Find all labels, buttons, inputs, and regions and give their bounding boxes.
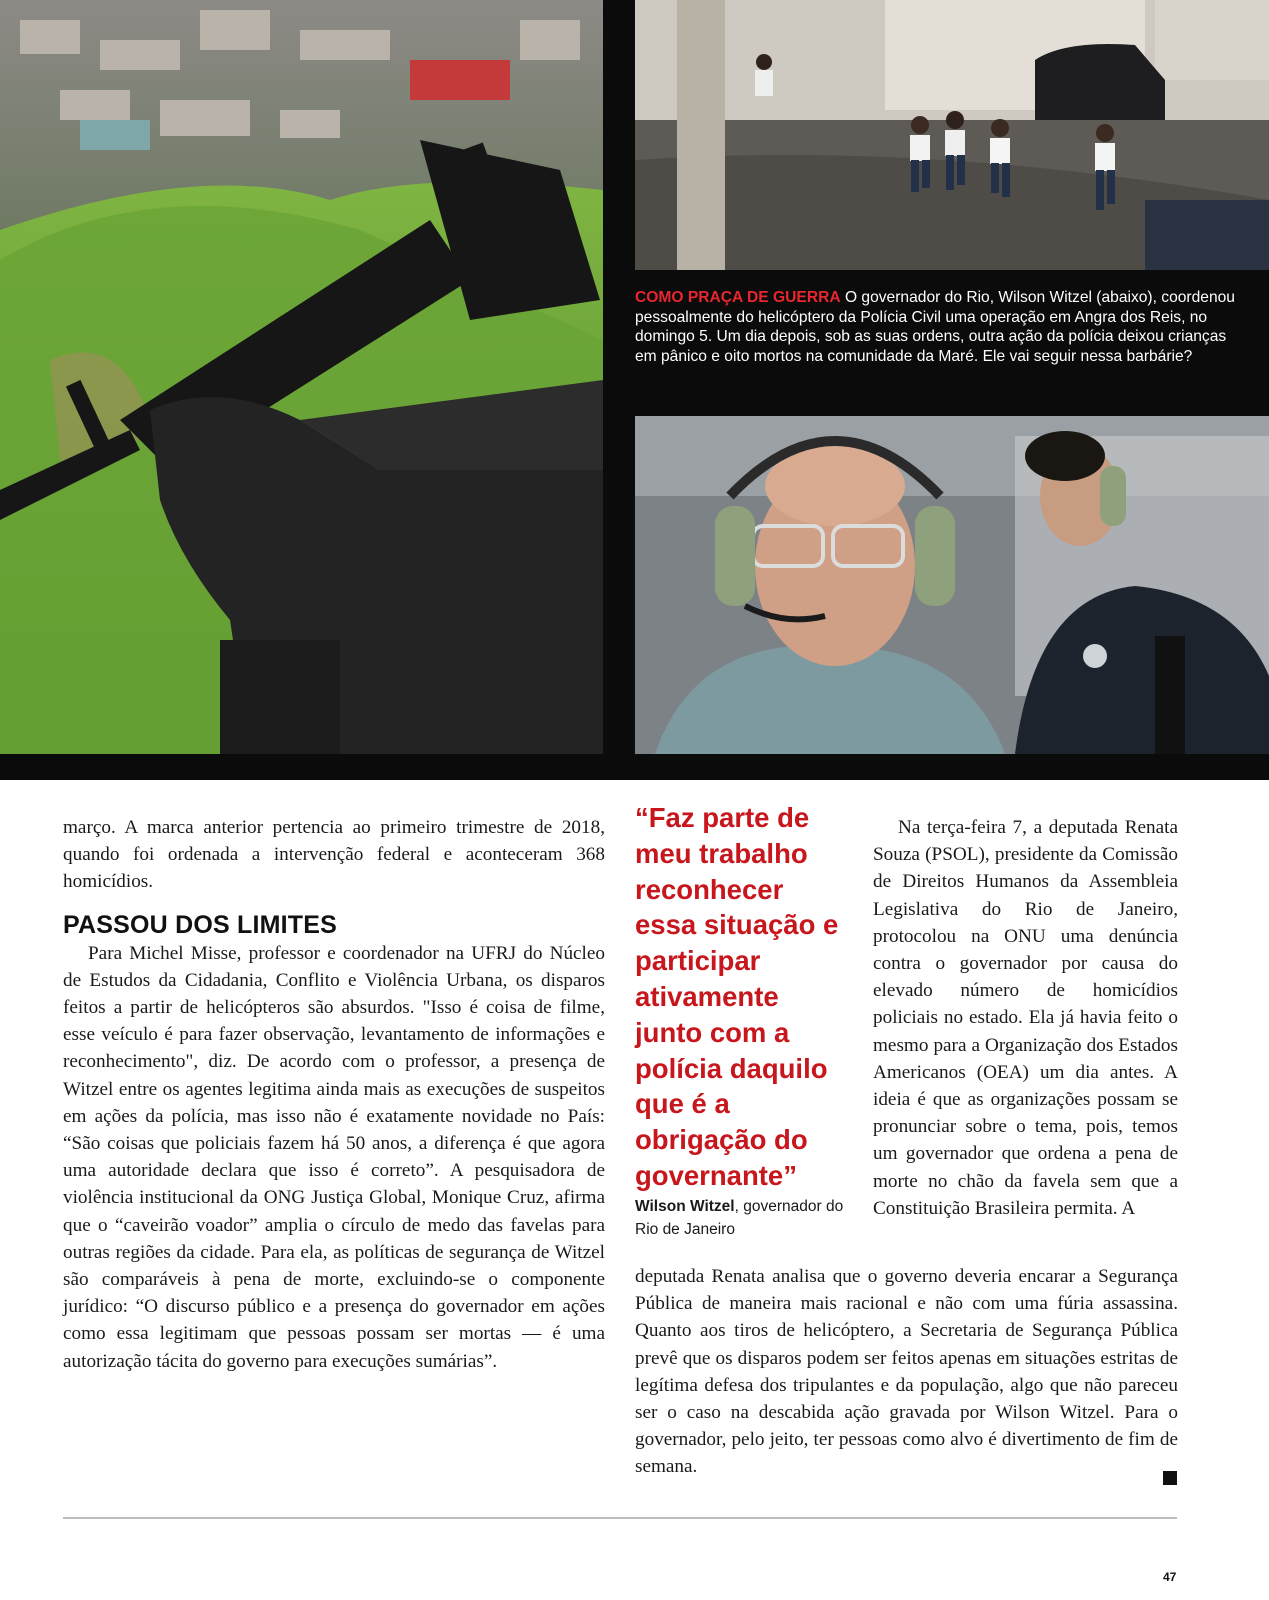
cockpit-photo bbox=[635, 416, 1269, 754]
right-column-paragraph: Na terça-feira 7, a deputada Renata Souza (PSOL), presidente da Comissão de Direitos Humanos da Assembleia Legislativa do Rio de Janeiro, protocolou na ONU uma denúncia contra o governador por causa do elevado número de homicídios policiais no estado. Ela já havia feito o mesmo para a Organização dos Estados Americanos (OEA) um dia antes. A ideia é que as organizações possam se pronunciar sobre o tema, pois, temos um governador que ordena a pena de morte no chão da favela sem que a Constituição Brasileira permita. A bbox=[873, 817, 1178, 1219]
end-mark bbox=[1163, 1471, 1177, 1485]
quote-author: Wilson Witzel bbox=[635, 1198, 735, 1215]
helicopter-photo bbox=[0, 0, 603, 754]
caption-text: O governador do Rio, Wilson Witzel (abaixo), coordenou pessoalmente do helicóptero da Polícia Civil uma operação em Angra dos Reis, no domingo 5. Um dia depois, sob as suas ordens, outra ação da polícia deixou crianças em pânico e oito mortos na comunidade da Maré. Ele vai seguir nessa barbárie? bbox=[635, 289, 1235, 365]
page-number: 47 bbox=[1163, 1570, 1177, 1584]
pull-quote: “Faz parte de meu trabalho reconhecer essa situação e participar ativamente junto com a polícia daquilo que é a obrigação do governante” bbox=[635, 802, 839, 1191]
section-heading: PASSOU DOS LIMITES bbox=[63, 910, 337, 939]
right-column bbox=[873, 814, 1178, 1222]
children-photo bbox=[635, 0, 1269, 270]
right-column-continuation: deputada Renata analisa que o governo deveria encarar a Segurança Pública de maneira mais racional e não com uma fúria assassina. Quanto aos tiros de helicóptero, a Secretaria de Segurança Pública prevê que os disparos podem ser feitos apenas em situações estritas de legítima defesa dos tripulantes e da população, algo que não pareceu ser o caso na descabida ação gravada por Wilson Witzel. Para o governador, pelo jeito, ter pessoas como alvo é divertimento de fim de semana. bbox=[635, 1266, 1178, 1478]
caption-kicker: COMO PRAÇA DE GUERRA bbox=[635, 289, 841, 306]
intro-paragraph: março. A marca anterior pertencia ao primeiro trimestre de 2018, quando foi ordenada a intervenção federal e aconteceram 368 homicídios. bbox=[63, 817, 605, 893]
quote-attribution bbox=[635, 1195, 850, 1241]
photo-caption bbox=[635, 288, 1235, 366]
section-paragraph: Para Michel Misse, professor e coordenador na UFRJ do Núcleo de Estudos da Cidadania, Conflito e Violência Urbana, os disparos feitos a partir de helicópteros são absurdos. "Isso é coisa de filme, esse veículo é para fazer observação, levantamento de informações e reconhecimento", diz. De acordo com o professor, a presença de Witzel entre os agentes legitima ainda mais as execuções de suspeitos em ações da polícia, mas isso não é exatamente novidade no País: “São coisas que policiais fazem há 50 anos, a diferença é que agora uma autoridade declara que isso é correto”. A pesquisadora de violência institucional da ONG Justiça Global, Monique Cruz, afirma que o “caveirão voador” amplia o círculo de medo das favelas para outras regiões da cidade. Para ela, as políticas de segurança de Witzel são comparáveis à pena de morte, excluindo-se o componente jurídico: “O discurso público e a presença do governador em ações como essa legitimam que pessoas possam ser mortas — é uma autorização tácita do governo para execuções sumárias”. bbox=[63, 942, 605, 1372]
left-column bbox=[63, 814, 605, 1375]
footer-rule bbox=[63, 1517, 1177, 1519]
photo-band bbox=[0, 0, 1269, 780]
quote-role: , governador do Rio de Janeiro bbox=[635, 1198, 844, 1238]
